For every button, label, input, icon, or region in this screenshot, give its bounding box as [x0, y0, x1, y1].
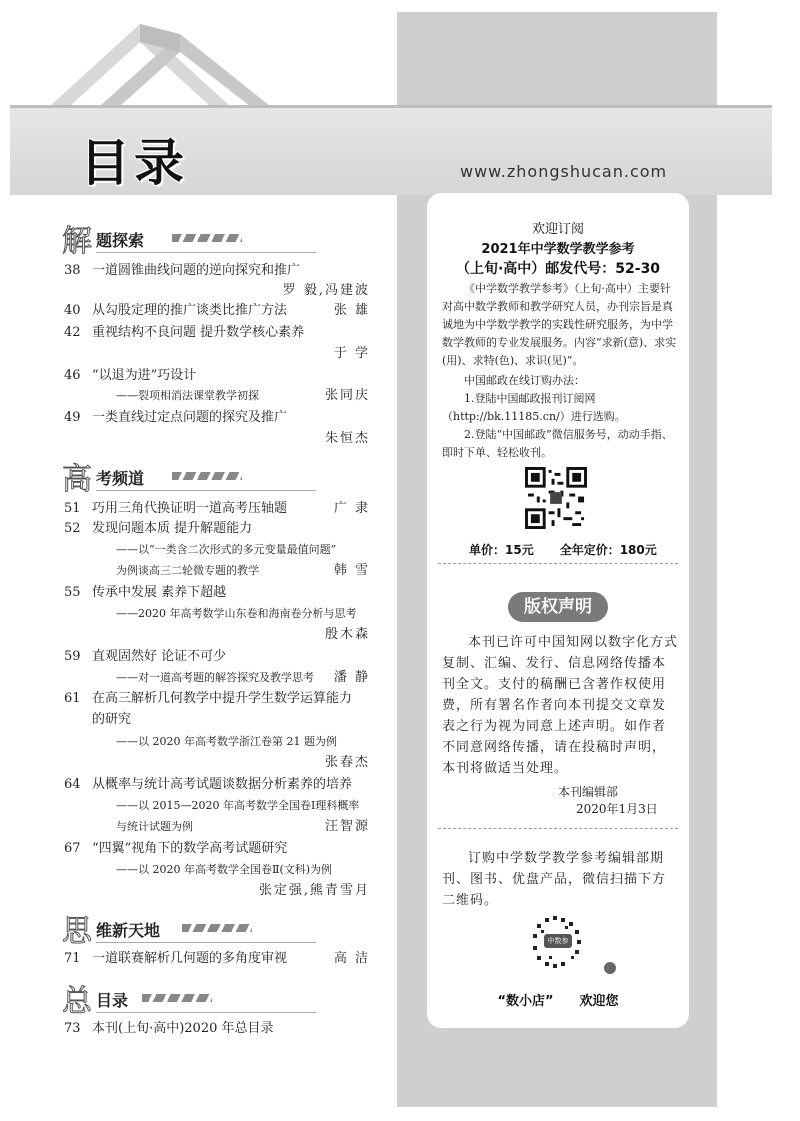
copyright-signer: 本刊编辑部: [558, 785, 619, 799]
order-method-2: 2.登陆“中国邮政”微信服务号，动动手指、即时下单、轻松收刊。: [442, 428, 673, 459]
divider: [438, 828, 678, 829]
shop-name: “数小店” 欢迎您: [497, 994, 619, 1009]
order-method-title: 中国邮政在线订购办法：: [464, 374, 585, 387]
subscribe-intro: 《中学数学教学参考》（上旬·高中）主要针对高中数学教师和教学研究人员，办刊宗旨是真诚地为中学数学教学的实践性研究服务，为中学数学教师的专业发展服务。内容“求新(意)、求实(用)、求特(色)、求识(见)”。: [442, 282, 677, 367]
postal-code: （上旬·高中）邮发代号：52-30: [455, 261, 661, 277]
shop-qr-label: 中数参: [547, 937, 569, 945]
copyright-text: 本刊已许可中国知网以数字化方式复制、汇编、发行、信息网络传播本刊全文。支付的稿酬已含著作权使用费，所有署名作者向本刊提交文章发表之行为视为同意上述声明。如作者不同意网络传播，请在投稿时声明，本刊将做适当处理。: [442, 635, 679, 776]
postal-qr-code[interactable]: [525, 467, 587, 529]
page-title: 目录: [80, 134, 188, 192]
copyright-title: 版权声明: [508, 592, 608, 622]
shop-qr-code[interactable]: [527, 910, 589, 972]
unit-price: 单价：15元 全年定价：180元: [469, 543, 657, 557]
divider: [438, 563, 678, 564]
section-header-jieti: 解 题探索: [62, 222, 262, 256]
section-header-zongmulu: 总 目录: [62, 982, 262, 1016]
mini-program-icon: [604, 962, 616, 974]
website-url[interactable]: www.zhongshucan.com: [460, 162, 668, 181]
section-header-gaokao: 高 考频道: [62, 460, 262, 494]
copyright-date: 2020年1月3日: [576, 802, 658, 816]
roof-graphic: [40, 14, 280, 106]
subscribe-heading: 欢迎订阅: [531, 222, 584, 237]
header-stripe: [10, 105, 772, 108]
shop-text: 订购中学数学教学参考编辑部期刊、图书、优盘产品，微信扫描下方二维码。: [442, 851, 667, 908]
order-method-1[interactable]: 1.登陆中国邮政报刊订阅网（http://bk.11185.cn/）进行选购。: [442, 392, 626, 423]
subscribe-journal: 2021年中学数学教学参考: [481, 242, 635, 257]
section-header-siwei: 思 维新天地: [62, 912, 262, 946]
